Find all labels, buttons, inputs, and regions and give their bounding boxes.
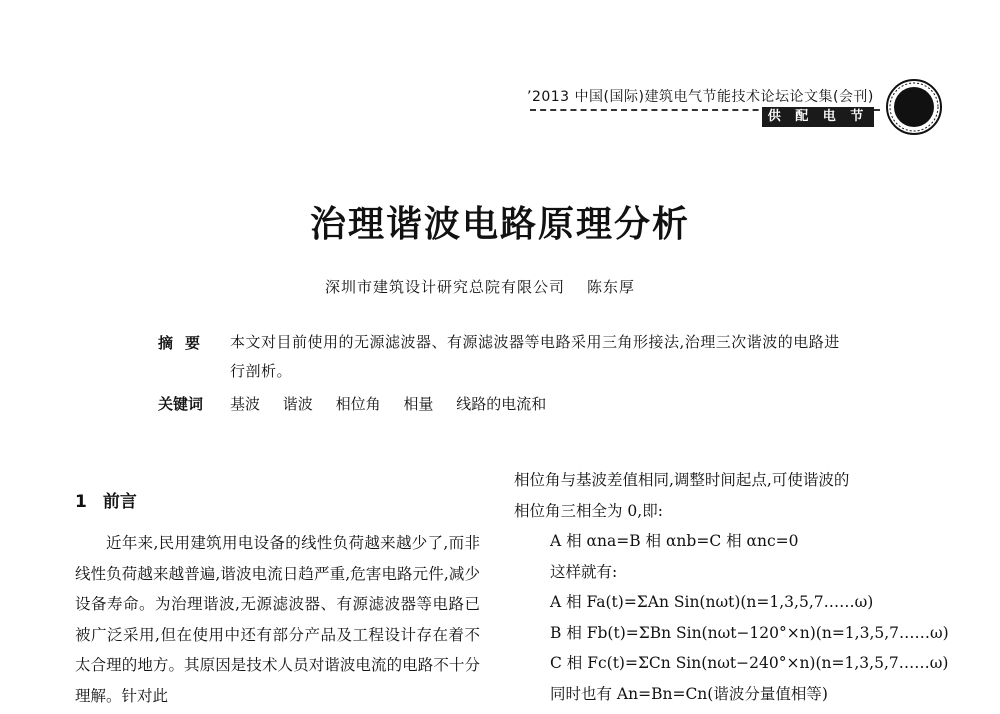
abstract-label: 摘要 <box>158 334 213 352</box>
keyword: 基波 <box>230 395 261 413</box>
keywords-label: 关键词 <box>158 395 204 413</box>
keyword: 线路的电流和 <box>456 395 547 413</box>
author-line <box>325 276 635 297</box>
keyword: 相位角 <box>335 395 381 413</box>
author-name: 陈东厚 <box>587 278 636 296</box>
body-line: 相位角与基波差值相同,调整时间起点,可使谐波的 <box>514 471 850 489</box>
section-heading <box>75 487 137 512</box>
affiliation: 深圳市建筑设计研究总院有限公司 <box>325 278 566 296</box>
body-line: 这样就有: <box>550 562 618 581</box>
keywords-list <box>230 393 564 414</box>
abstract-text: 本文对目前使用的无源滤波器、有源滤波器等电路采用三角形接法,治理三次谐波的电路进行剖析。 <box>230 333 840 380</box>
body-line: 同时也有 An=Bn=Cn(谐波分量值相等) <box>550 684 828 703</box>
paper-title: 治理谐波电路原理分析 <box>309 204 690 245</box>
section-title: 前言 <box>102 492 137 512</box>
equation-line: C 相 Fc(t)=ΣCn Sin(nωt−240°×n)(n=1,3,5,7……ω) <box>550 654 949 672</box>
equation-line: A 相 αna=B 相 αnb=C 相 αnc=0 <box>550 532 799 550</box>
keyword: 相量 <box>403 395 434 413</box>
section-badge: 供 配 电 节 能 <box>762 107 874 127</box>
keyword: 谐波 <box>282 395 313 413</box>
proceedings-header: ’2013 中国(国际)建筑电气节能技术论坛论文集(会刊) <box>527 89 874 105</box>
equation-line: A 相 Fa(t)=ΣAn Sin(nωt)(n=1,3,5,7……ω) <box>550 593 874 611</box>
equation-line: B 相 Fb(t)=ΣBn Sin(nωt−120°×n)(n=1,3,5,7……ω) <box>550 623 949 642</box>
section-number: 1 <box>75 492 87 512</box>
intro-paragraph: 近年来,民用建筑用电设备的线性负荷越来越少了,而非线性负荷越来越普遍,谐波电流日趋严重,危害电路元件,减少设备寿命。为治理谐波,无源滤波器、有源滤波器等电路已被广泛采用,但在使用中还有部分产品及工程设计存在着不太合理的地方。其原因是技术人员对谐波电流的电路不十分理解。针对此 <box>75 534 480 705</box>
body-line: 相位角三相全为 0,即: <box>514 501 663 520</box>
conference-seal-icon <box>885 78 943 136</box>
left-column <box>75 528 480 711</box>
right-column <box>514 465 949 709</box>
